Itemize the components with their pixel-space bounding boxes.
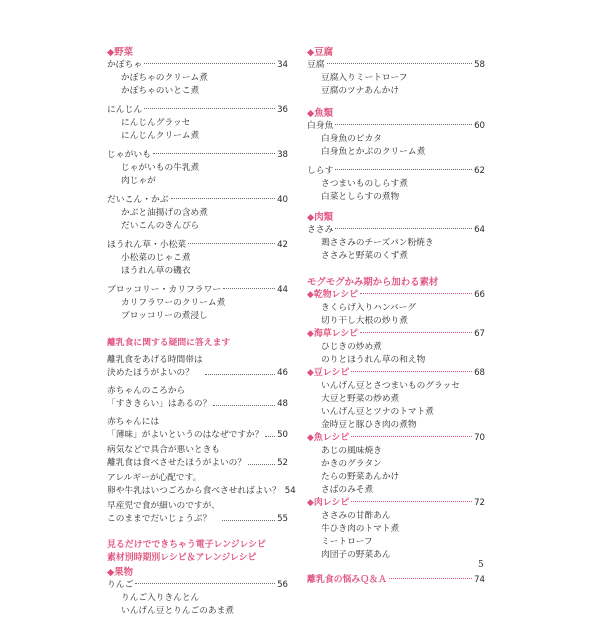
faq-item[interactable]: 早産児で食が細いのですが、 このままでだいじょうぶ？ 55 — [107, 501, 288, 524]
recipe-item: いんげん豆とさつまいものグラッセ — [321, 381, 460, 391]
toc-subsection[interactable]: ◆魚レシピ 70 — [307, 433, 485, 443]
recipe-item: きくらげ入りハンバーグ — [321, 303, 416, 313]
recipe-item: 肉団子の野菜あん — [321, 550, 391, 560]
toc-item[interactable]: 豆腐 58 — [307, 60, 485, 70]
toc-entry — [307, 289, 485, 328]
toc-subsection[interactable]: ◆肉レシピ 72 — [307, 498, 485, 508]
section-title-moguomogu: モグモグかみ期から加わる素材 — [307, 277, 439, 288]
recipe-item: かぶと油揚げの含め煮 — [121, 208, 208, 218]
recipe-item: いんげん豆とツナのトマト煮 — [321, 407, 434, 417]
recipe-item: かぼちゃのクリーム煮 — [121, 73, 208, 83]
toc-entry — [307, 165, 485, 204]
toc-entry — [307, 224, 485, 263]
recipe-item: 切り干し大根の炒り煮 — [321, 316, 408, 326]
recipe-item: カリフラワーのクリーム煮 — [121, 298, 226, 308]
recipe-item: 牛ひき肉のトマト煮 — [321, 524, 400, 534]
recipe-item: 白身魚とかぶのクリーム煮 — [321, 147, 426, 157]
section-title-tofu: ◆豆腐 — [307, 47, 333, 58]
recipe-item: にんじんグラッセ — [121, 118, 191, 128]
section-title-meat: ◆肉類 — [307, 212, 333, 223]
toc-item[interactable]: ほうれん草・小松菜 42 — [107, 240, 288, 250]
toc-entry — [107, 149, 288, 188]
left-column — [107, 46, 296, 618]
recipe-item: ささみの甘酢あん — [321, 511, 391, 521]
recipe-item: ささみと野菜のくず煮 — [321, 251, 408, 261]
recipe-item: かきのグラタン — [321, 459, 382, 469]
toc-qa-entry[interactable]: 離乳食の悩みＱ＆Ａ 74 — [307, 575, 485, 585]
toc-entry — [307, 497, 485, 562]
recipe-item: ほうれん草の磯衣 — [121, 266, 191, 276]
toc-entry — [107, 59, 288, 98]
toc-entry — [107, 284, 288, 323]
recipe-item: ブロッコリーの煮浸し — [121, 311, 208, 321]
recipe-item: 金時豆と豚ひき肉の煮物 — [321, 420, 417, 430]
toc-item[interactable]: 白身魚 60 — [307, 121, 485, 131]
toc-item[interactable]: だいこん・かぶ 40 — [107, 195, 288, 205]
recipe-item: たらの野菜あんかけ — [321, 472, 400, 482]
toc-subsection[interactable]: ◆海草レシピ 67 — [307, 329, 485, 339]
recipe-item: 白菜としらすの煮物 — [321, 192, 400, 202]
section-title-microwave: 見るだけでできちゃう電子レンジレシピ 素材別時期別レシピ＆アレンジレシピ — [107, 540, 266, 563]
toc-item[interactable]: じゃがいも 38 — [107, 150, 288, 160]
toc-entry — [107, 194, 288, 233]
toc-item[interactable]: りんご 56 — [107, 580, 288, 590]
recipe-item: 豆腐入りミートローフ — [321, 73, 408, 83]
recipe-item: 豆腐のツナあんかけ — [321, 86, 400, 96]
toc-entry — [107, 104, 288, 143]
recipe-item: だいこんのきんぴら — [121, 221, 200, 231]
faq-item[interactable]: 離乳食をあげる時間帯は 決めたほうがよいの？ 46 — [107, 355, 288, 378]
toc-item[interactable]: ブロッコリー・カリフラワー 44 — [107, 285, 288, 295]
faq-item[interactable]: 病気などで具合が悪いときも 離乳食は食べさせたほうがよいの？ 52 — [107, 445, 288, 468]
section-title-fish: ◆魚類 — [307, 108, 333, 119]
toc-item[interactable]: かぼちゃ 34 — [107, 60, 288, 70]
toc-subsection[interactable]: ◆豆レシピ 68 — [307, 368, 485, 378]
faq-item[interactable]: 赤ちゃんには 「薄味」がよいというのはなぜですか？ 50 — [107, 417, 288, 440]
recipe-item: ひじきの炒め煮 — [321, 342, 382, 352]
toc-item[interactable]: しらす 62 — [307, 166, 485, 176]
recipe-item: じゃがいもの牛乳煮 — [121, 163, 200, 173]
toc-item[interactable]: ささみ 64 — [307, 225, 485, 235]
recipe-item: あじの風味焼き — [321, 446, 382, 456]
toc-subsection[interactable]: ◆乾物レシピ 66 — [307, 290, 485, 300]
faq-item[interactable]: 赤ちゃんのころから 「すききらい」はあるの？ 48 — [107, 386, 288, 409]
toc-entry — [307, 367, 485, 432]
recipe-item: 鶏ささみのチーズパン粉焼き — [321, 238, 434, 248]
recipe-item: りんご入りきんとん — [121, 593, 200, 603]
toc-entry — [307, 59, 485, 98]
toc-entry — [307, 120, 485, 159]
toc-entry — [107, 239, 288, 278]
recipe-item: さつまいものしらす煮 — [321, 179, 408, 189]
recipe-item: 小松菜のじゃこ煮 — [121, 253, 191, 263]
recipe-item: 肉じゃが — [121, 176, 156, 186]
toc-item[interactable]: にんじん 36 — [107, 105, 288, 115]
toc-entry — [307, 432, 485, 497]
toc-entry — [307, 328, 485, 367]
section-title-fruit: ◆果物 — [107, 567, 133, 578]
toc-entry — [107, 579, 288, 618]
recipe-item: さばのみそ煮 — [321, 485, 374, 495]
recipe-item: 白身魚のピカタ — [321, 134, 382, 144]
right-column — [307, 46, 485, 587]
section-title-faq: 離乳食に関する疑問に答えます — [107, 338, 231, 348]
recipe-item: いんげん豆とりんごのあま煮 — [121, 606, 234, 616]
page-number: 5 — [478, 560, 484, 570]
recipe-item: 大豆と野菜の炒め煮 — [321, 394, 400, 404]
section-title-vegetables: ◆野菜 — [107, 47, 133, 58]
faq-item[interactable]: アレルギーが心配です。 卵や牛乳はいつごろから食べさせればよい？ 54 — [107, 473, 296, 496]
recipe-item: かぼちゃのいとこ煮 — [121, 86, 200, 96]
recipe-item: のりとほうれん草の和え物 — [321, 355, 426, 365]
recipe-item: にんじんクリーム煮 — [121, 131, 200, 141]
recipe-item: ミートローフ — [321, 537, 373, 547]
